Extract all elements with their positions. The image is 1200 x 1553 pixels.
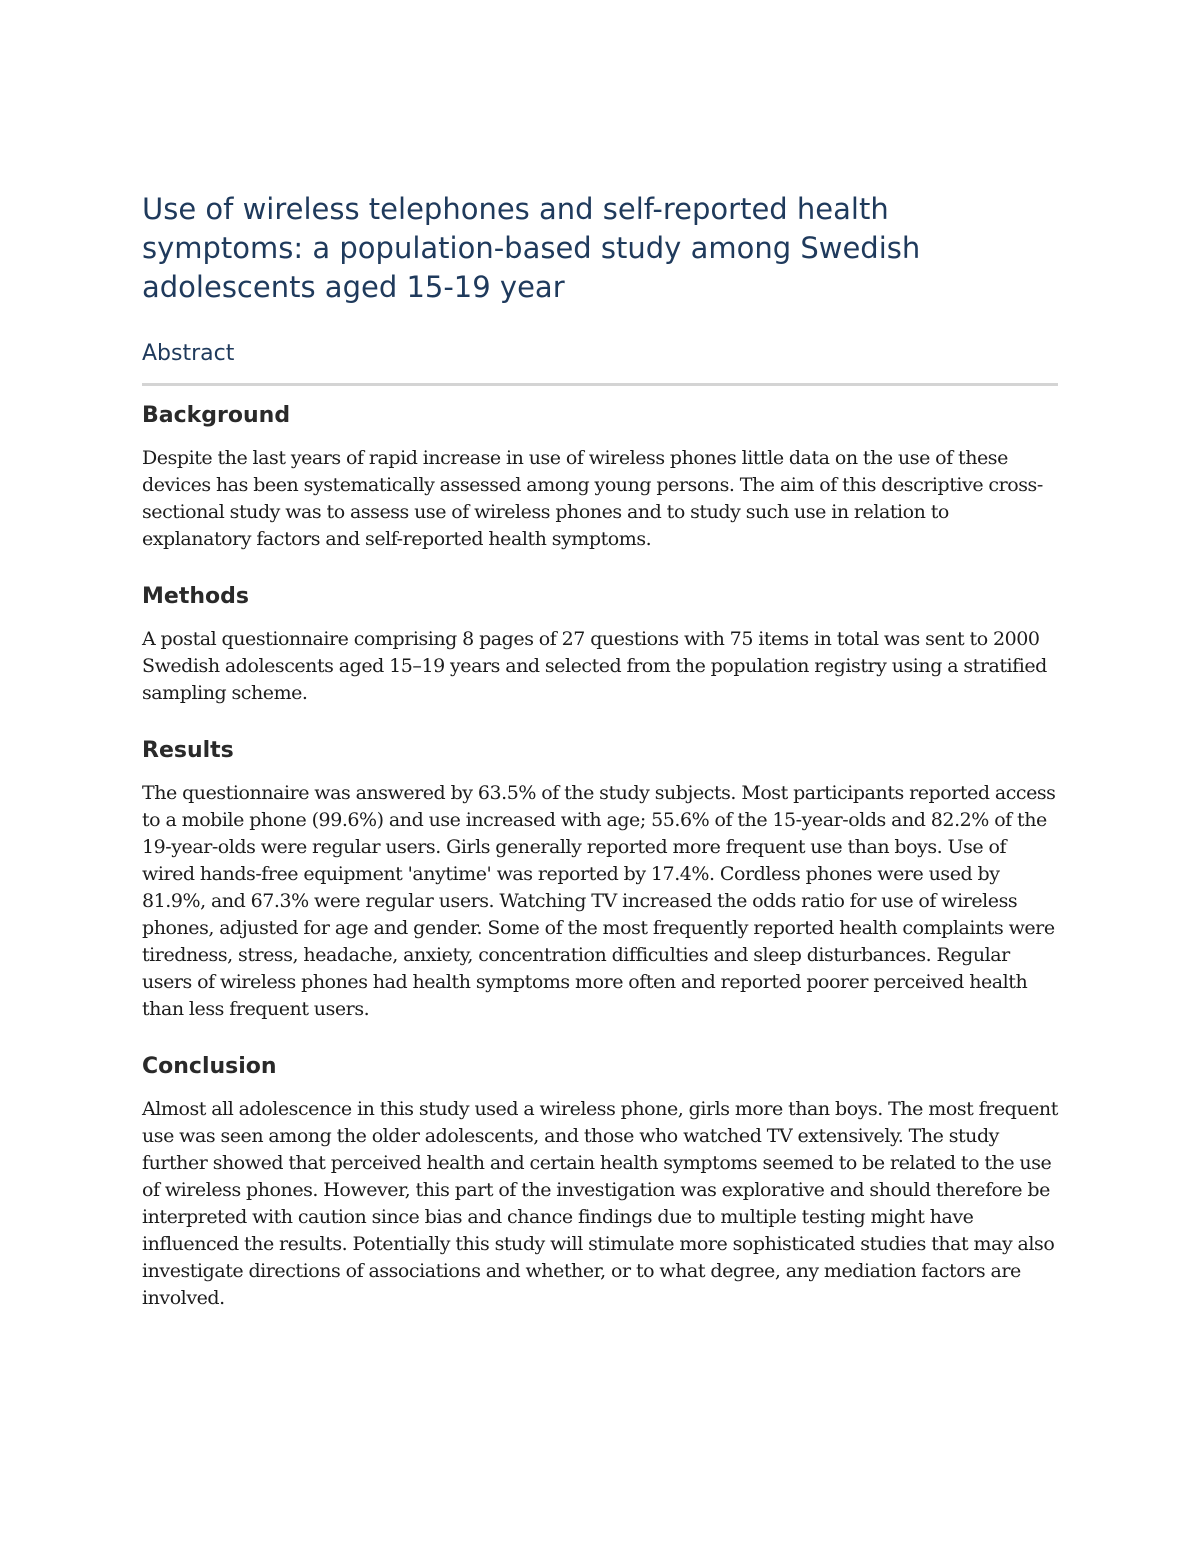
section-heading: Results	[142, 738, 234, 763]
section-heading: Methods	[142, 584, 249, 609]
section-body: The questionnaire was answered by 63.5% of the study subjects. Most participants reported access to a mobile phone (99.6%) and use increased with age; 55.6% of the 15-year-olds and 82.2% of the 19-year-olds were regular users. Girls generally reported more frequent use than boys. Use of wired hands-free equipment 'anytime' was reported by 17.4%. Cordless phones were used by 81.9%, and 67.3% were regular users. Watching TV increased the odds ratio for use of wireless phones, adjusted for age and gender. Some of the most frequently reported health complaints were tiredness, stress, headache, anxiety, concentration difficulties and sleep disturbances. Regular users of wireless phones had health symptoms more often and reported poorer perceived health than less frequent users.	[142, 782, 1056, 1020]
document-page	[142, 190, 1058, 1312]
section-heading: Conclusion	[142, 1054, 277, 1079]
section-body: A postal questionnaire comprising 8 pages of 27 questions with 75 items in total was sent to 2000 Swedish adolescents aged 15–19 years and selected from the population registry using a stratified sampling scheme.	[142, 628, 1047, 704]
section-body: Almost all adolescence in this study used a wireless phone, girls more than boys. The most frequent use was seen among the older adolescents, and those who watched TV extensively. The study further showed that perceived health and certain health symptoms seemed to be related to the use of wireless phones. However, this part of the investigation was explorative and should therefore be interpreted with caution since bias and chance findings due to multiple testing might have influenced the results. Potentially this study will stimulate more sophisticated studies that may also investigate directions of associations and whether, or to what degree, any mediation factors are involved.	[142, 1098, 1058, 1309]
abstract-divider	[142, 383, 1058, 386]
section-results	[142, 737, 1058, 1023]
article-title: Use of wireless telephones and self-reported health symptoms: a population-based study among Swedish adolescents aged 15-19 year	[142, 192, 921, 304]
section-body: Despite the last years of rapid increase in use of wireless phones little data on the use of these devices has been systematically assessed among young persons. The aim of this descriptive cross-sectional study was to assess use of wireless phones and to study such use in relation to explanatory factors and self-reported health symptoms.	[142, 447, 1043, 550]
abstract-label: Abstract	[142, 341, 235, 366]
section-heading: Background	[142, 403, 291, 428]
section-background	[142, 402, 1058, 553]
section-conclusion	[142, 1053, 1058, 1312]
section-methods	[142, 583, 1058, 707]
